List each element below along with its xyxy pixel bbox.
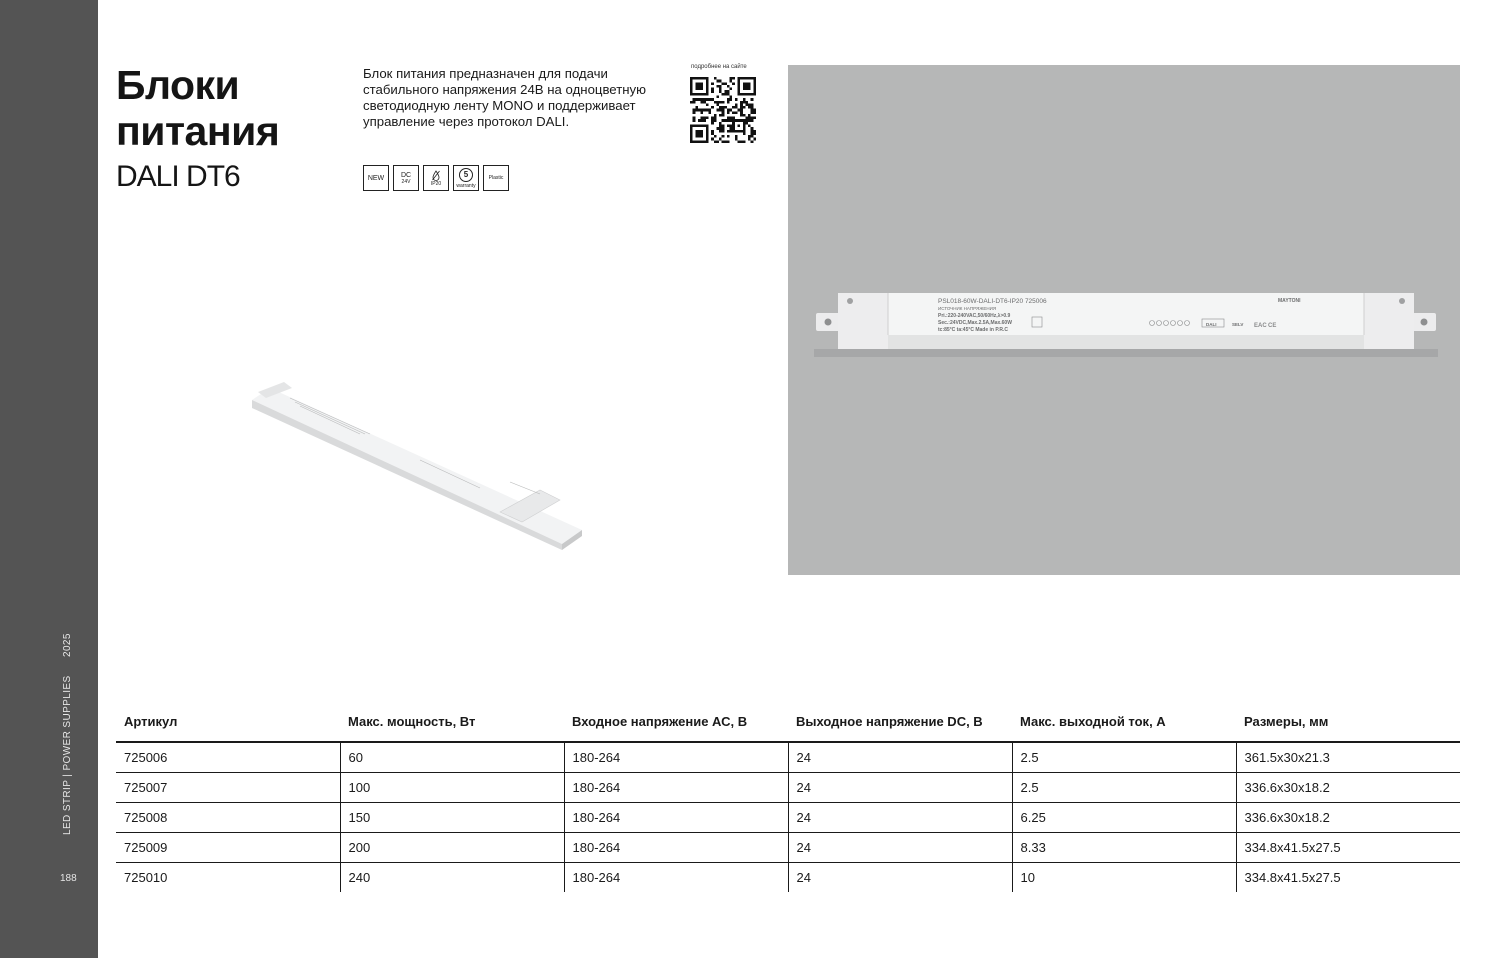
label-line3: Sec.:24VDC,Max.2.5A,Max.60W xyxy=(938,320,1012,326)
sidebar-section-text: LED STRIP | POWER SUPPLIES xyxy=(62,675,73,835)
spec-table xyxy=(116,702,1460,892)
cell-article: 725009 xyxy=(116,832,340,862)
cell-max-power: 240 xyxy=(340,862,564,892)
warranty-number: 5 xyxy=(459,168,473,182)
dc-voltage-badge xyxy=(393,165,419,191)
ip-rating-badge xyxy=(423,165,449,191)
cell-dimensions: 334.8x41.5x27.5 xyxy=(1236,862,1460,892)
cell-max-current: 2.5 xyxy=(1012,772,1236,802)
cell-max-current: 10 xyxy=(1012,862,1236,892)
plastic-badge-text: Plastic xyxy=(488,175,504,181)
cell-article: 725007 xyxy=(116,772,340,802)
sidebar-year: 2025 xyxy=(62,633,73,657)
cell-output-voltage: 24 xyxy=(788,832,1012,862)
cell-output-voltage: 24 xyxy=(788,862,1012,892)
page-title xyxy=(116,62,279,154)
label-model: PSL018-60W-DALI-DT6-IP20 725006 xyxy=(938,298,1047,305)
product-photo-panel xyxy=(788,65,1460,575)
table-row xyxy=(116,802,1460,832)
header-max-current: Макс. выходной ток, А xyxy=(1012,702,1236,742)
header-output-voltage: Выходное напряжение DC, В xyxy=(788,702,1012,742)
page-subtitle: DALI DT6 xyxy=(116,160,240,193)
header-dimensions: Размеры, мм xyxy=(1236,702,1460,742)
cell-max-power: 100 xyxy=(340,772,564,802)
label-emc-mark: EAC xyxy=(1254,323,1267,329)
cell-max-current: 2.5 xyxy=(1012,742,1236,772)
new-badge-text: NEW xyxy=(367,174,385,182)
table-header-row xyxy=(116,702,1460,742)
page-number: 188 xyxy=(60,873,77,884)
cell-max-power: 150 xyxy=(340,802,564,832)
table-row xyxy=(116,742,1460,772)
label-dali: DALI xyxy=(1206,322,1217,327)
header-input-voltage: Входное напряжение АС, В xyxy=(564,702,788,742)
cell-output-voltage: 24 xyxy=(788,772,1012,802)
plastic-badge xyxy=(483,165,509,191)
no-water-drop-icon xyxy=(431,170,441,181)
header-article: Артикул xyxy=(116,702,340,742)
qr-code-icon[interactable] xyxy=(690,77,756,143)
cell-dimensions: 336.6x30x18.2 xyxy=(1236,772,1460,802)
label-ce-mark: CE xyxy=(1268,323,1277,329)
cell-input-voltage: 180-264 xyxy=(564,742,788,772)
warranty-badge xyxy=(453,165,479,191)
cell-input-voltage: 180-264 xyxy=(564,862,788,892)
header-max-power: Макс. мощность, Вт xyxy=(340,702,564,742)
cell-max-current: 6.25 xyxy=(1012,802,1236,832)
power-supply-top-view-image xyxy=(788,65,1460,575)
cell-max-power: 60 xyxy=(340,742,564,772)
table-row xyxy=(116,862,1460,892)
power-supply-isometric-image xyxy=(240,370,600,590)
label-line1: ИСТОЧНИК НАПРЯЖЕНИЯ xyxy=(938,306,997,311)
cell-article: 725006 xyxy=(116,742,340,772)
cell-output-voltage: 24 xyxy=(788,802,1012,832)
new-badge xyxy=(363,165,389,191)
page-title-line2: питания xyxy=(116,108,280,154)
cell-article: 725008 xyxy=(116,802,340,832)
product-description: Блок питания предназначен для подачи стабильного напряжения 24В на одноцветную светодиодную ленту MONO и поддерживает управление через протокол DALI. xyxy=(363,66,647,129)
ip-badge-text: IP20 xyxy=(430,180,442,187)
label-line4: tc:85°C ta:45°C Made in P.R.C xyxy=(938,327,1009,333)
label-selv: SELV xyxy=(1232,322,1244,327)
cell-input-voltage: 180-264 xyxy=(564,772,788,802)
qr-label: подробнее на сайте xyxy=(691,64,747,70)
cell-output-voltage: 24 xyxy=(788,742,1012,772)
label-brand: MAYTONI xyxy=(1278,298,1301,304)
cell-dimensions: 334.8x41.5x27.5 xyxy=(1236,832,1460,862)
cell-input-voltage: 180-264 xyxy=(564,802,788,832)
cell-max-power: 200 xyxy=(340,832,564,862)
cell-max-current: 8.33 xyxy=(1012,832,1236,862)
cell-dimensions: 361.5x30x21.3 xyxy=(1236,742,1460,772)
table-row xyxy=(116,832,1460,862)
cell-article: 725010 xyxy=(124,869,168,885)
label-line2: Pri.:220-240VAC,50/60Hz,λ>0.9 xyxy=(938,313,1011,319)
table-row xyxy=(116,772,1460,802)
sidebar-section-label xyxy=(62,625,73,835)
sidebar xyxy=(0,0,98,958)
page-title-line1: Блоки xyxy=(116,62,240,108)
cell-dimensions: 336.6x30x18.2 xyxy=(1236,802,1460,832)
dc-badge-bottom: 24V xyxy=(401,178,411,185)
warranty-text: warranty xyxy=(456,182,476,189)
cell-input-voltage: 180-264 xyxy=(564,832,788,862)
dc-badge-top: DC xyxy=(400,171,412,179)
feature-badges xyxy=(363,165,509,191)
